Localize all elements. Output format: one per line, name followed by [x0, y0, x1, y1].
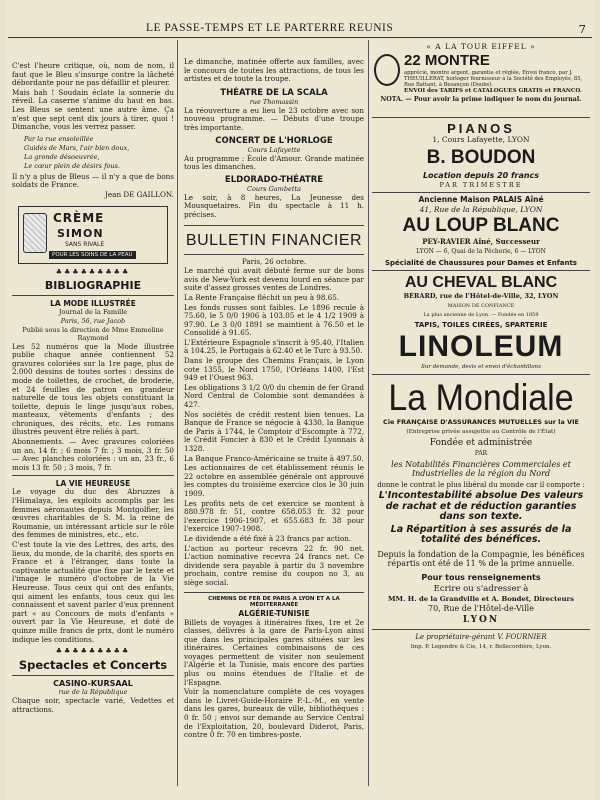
watch-icon: [374, 54, 400, 86]
ad-text: La plus ancienne de Lyon. — Fondée en 1859: [423, 312, 539, 319]
divider: [184, 254, 364, 255]
ad-text: PAR: [474, 450, 488, 458]
divider: [12, 295, 174, 296]
newspaper-page: [6, 0, 594, 800]
ad-text: 41, Rue de la République, LYON: [419, 204, 543, 214]
ad-text: Depuis la fondation de la Compagnie, les bénéfices répartis ont été de 11 % de la prime annuelle.: [377, 549, 585, 569]
subsection-heading: LA MODE ILLUSTRÉE: [50, 298, 136, 308]
article-paragraph: Au programme : École d'Amour. Grande matinée tous les dimanches.: [184, 153, 364, 172]
page-header: [6, 22, 594, 36]
article-paragraph: La Banque Franco-Américaine se traite à 497.50.: [184, 453, 364, 463]
page-number: 7: [578, 22, 586, 36]
ad-text: POUR LES SOINS DE LA PEAU: [49, 251, 136, 259]
signature: Jean DE GAILLON.: [105, 189, 174, 199]
divider: [372, 192, 590, 193]
article-paragraph: Les fonds russes sont faibles. Le 1896 recule à 75.60, le 5 0/0 1906 à 103.05 et le 4 1/2 1909 à 97.90. Le 3 0/0 1891 se maintient à 76.50 et le Consolidé à 91.65.: [184, 302, 364, 338]
article-paragraph: C'est toute la vie des Lettres, des arts, des lieux, du monde, de la charité, des sports en France et à l'étranger, dans toute la captivante actualité que fixe par le texte et l'image le numéro d'octobre de la Vie Heureuse. Tous ceux qui ont des enfants, qui aiment les enfants, tous ceux qui les connaissent et savent parler d'eux prennent part « au Concours de mots d'enfants » ouvert par la Vie Heureuse, et doté de quinze mille francs de prix, dont le numéro indique les conditions.: [12, 540, 174, 644]
ad-headline: CRÈME: [53, 210, 105, 225]
article-paragraph: Billets de voyages à itinéraires fixes, 1re et 2e classes, délivrés à la gare de Paris-Lyon ainsi que dans les principales gares situées sur les itinéraires. Certaines combinaisons de ces voyages permettent de visiter non seulement l'Algérie et la Tunisie, mais encore des parties plus ou moins étendues de l'Italie et de l'Espagne.: [184, 617, 364, 687]
article-paragraph: L'Extérieure Espagnole s'inscrit à 95.40, l'Italien à 104.25, le Portugais à 62.40 et le Turc à 93.50.: [184, 337, 364, 356]
article-paragraph: Dans le groupe des Chemins Français, le Lyon cote 1355, le Nord 1750, l'Orléans 1400, l'Est 949 et l'Ouest 963.: [184, 356, 364, 383]
column-divider-2: [368, 40, 369, 786]
ad-text: « A LA TOUR EIFFEL »: [426, 42, 536, 51]
verse-line: Guidés de Mars, l'air bien doux,: [24, 143, 130, 152]
article-paragraph: Les actionnaires de cet établissement réunis le 22 octobre en assemblée générale ont approuvé les comptes du troisième exercice clos le 30 juin 1909.: [184, 463, 364, 498]
ad-headline: AU CHEVAL BLANC: [404, 274, 558, 292]
subsection-heading: THÉATRE DE LA SCALA: [220, 87, 328, 98]
article-paragraph: Le marché qui avait débuté ferme sur de bons avis de New-York est devenu lourd en séance par suite d'assez grosses ventes de Londres.: [184, 266, 364, 293]
column-1: [12, 42, 174, 790]
ornament-divider: ♣♣♣♣♣♣♣♣♣: [55, 267, 131, 276]
article-paragraph: L'action au porteur recevra 22 fr. 90 net. L'action nominative recevra 24 francs net. Ce dividende sera payable à partir du 3 novembre prochain, contre remise du coupon no 3, au siège social.: [184, 543, 364, 587]
ad-text: PAR TRIMESTRE: [439, 180, 523, 189]
section-heading: BULLETIN FINANCIER: [185, 231, 363, 249]
article-paragraph: Les obligations 3 1/2 0/0 du chemin de fer Grand Nord Central de Colombie sont demandées à 427.: [184, 382, 364, 410]
article-paragraph: Le voyage du duc des Abruzzes à l'Himalaya, les exploits accomplis par les femmes aéronautes depuis Montgolfier, les œuvres charitables de S. M. la reine de Roumanie, un intéressant article sur le rôle des femmes de ministres, etc., etc.: [12, 487, 174, 540]
ad-headline: AU LOUP BLANC: [402, 215, 560, 237]
ad-text: TAPIS, TOILES CIRÉES, SPARTERIE: [414, 320, 548, 329]
ad-text: BÉRARD, rue de l'Hôtel-de-Ville, 32, LYON: [403, 292, 559, 301]
article-paragraph: La Rente Française fléchit un peu à 98.65.: [184, 292, 340, 302]
ad-headline: La Mondiale: [388, 377, 574, 420]
divider: [372, 629, 590, 630]
footer-text: Le propriétaire-gérant V. FOURNIER: [415, 632, 547, 641]
ad-text: PEY-RAVIER Aîné, Successeur: [422, 237, 540, 247]
divider: [12, 675, 174, 676]
ad-text: Ecrire ou s'adresser à: [433, 583, 529, 594]
divider: [372, 270, 590, 271]
page-title: LE PASSE-TEMPS ET LE PARTERRE REUNIS: [146, 22, 394, 34]
article-paragraph: La réouverture a eu lieu le 23 octobre avec son nouveau programme. — Débuts d'une troupe très importante.: [184, 105, 364, 132]
header-rule: [8, 37, 592, 38]
dateline: Paris, 26 octobre.: [241, 256, 307, 266]
ad-creme-simon: [18, 206, 168, 264]
ad-text: LYON: [462, 614, 500, 625]
column-divider-1: [177, 40, 178, 786]
subheading-text: rue de la République: [58, 688, 128, 697]
article-paragraph: Le dimanche, matinée offerte aux familles, avec le concours de toutes les attractions, de tous les artistes et de toute la troupe.: [184, 57, 364, 84]
ad-text: Ancienne Maison PALAIS Aîné: [418, 195, 544, 205]
subsection-heading: CHEMINS DE FER DE PARIS A LYON ET A LA MÉDITERRANÉE: [208, 595, 340, 608]
article-paragraph: Le soir, à 8 heures, La Jeunesse des Mousquetaires. Fin du spectacle à 11 h. précises.: [184, 192, 364, 219]
article-paragraph: Le dividende a été fixé à 23 francs par action.: [184, 533, 352, 543]
ad-text: Location depuis 20 francs: [422, 170, 540, 180]
ad-text: MAISON DE CONFIANCE: [447, 302, 515, 309]
subheading-text: Cours Lafayette: [247, 145, 301, 154]
section-heading: BIBLIOGRAPHIE: [44, 278, 142, 292]
column-3: [372, 42, 590, 790]
ad-text: ENVOI des TARIFS et CATALOGUES GRATIS et FRANCO.: [404, 88, 582, 94]
subheading-text: Publié sous la direction de Mme Emmeline Raymond: [22, 325, 164, 342]
article-paragraph: Nos sociétés de crédit restent bien tenues. La Banque de France se négocie à 4330, la Banque de Paris à 1744, le Comptoir d'Escompte à 772, le Crédit Foncier à 830 et le Crédit Lyonnais à 1328.: [184, 409, 364, 453]
ad-text: La Répartition à ses assurés de la totalité des bénéfices.: [390, 523, 572, 546]
ad-headline: PIANOS: [447, 121, 515, 136]
divider: [184, 225, 364, 226]
divider: [372, 374, 590, 375]
ad-text: L'Incontestabilité absolue Des valeurs de rachat et de réduction garanties dans son texte.: [378, 490, 584, 523]
subsection-heading: ALGÉRIE-TUNISIE: [238, 608, 310, 618]
ad-text: (Entreprise privée assujettie au Contrôle de l'État): [406, 428, 556, 435]
article-paragraph: Les profits nets de cet exercice se montent à 880.978 fr. 51, contre 658.053 fr. 32 pour l'exercice 1906-1907, et 655.683 fr. 38 pour l'exercice 1907-1908.: [184, 498, 364, 534]
divider: [372, 117, 590, 118]
subsection-heading: ELDORADO-THÉATRE: [224, 174, 324, 185]
ad-text: 70, Rue de l'Hôtel-de-Ville: [428, 604, 534, 614]
ad-text: Pour tous renseignements: [421, 572, 541, 582]
ad-text: les Notabilités Financières Commerciales et Industrielles de la région du Nord: [391, 459, 571, 479]
verse-block: [24, 135, 174, 170]
ad-headline: LINOLEUM: [398, 329, 564, 363]
subsection-heading: CASINO-KURSAAL: [53, 679, 133, 689]
article-paragraph: C'est l'heure critique, où, nom de nom, il faut que le Bleu s'insurge contre la lâcheté débordante pour ne pas défaillir et pleurer.: [12, 61, 174, 88]
subsection-heading: LA VIE HEUREUSE: [55, 479, 131, 489]
subsection-heading: CONCERT DE L'HORLOGE: [215, 135, 333, 146]
article-paragraph: Abonnements. — Avec gravures coloriées un an, 14 fr. ; 6 mois 7 fr. ; 3 mois, 3 fr. 50 — Avec planches coloriées : un an, 23 fr., 6 mois 13 fr. 50 ; 3 mois, 7 fr.: [12, 437, 174, 472]
ad-headline: 22 MONTRE: [404, 52, 490, 69]
ad-text: 1, Cours Lafayette, LYON: [432, 135, 530, 144]
section-heading: Spectacles et Concerts: [18, 658, 168, 673]
article-paragraph: Voir la nomenclature complète de ces voyages dans le Livret-Guide-Horaire P.-L.-M., en vente dans les gares, bureaux de ville, bibliothèques : 0 fr. 50 ; envoi sur demande au Service Central de l'Exploitation, 20, boulevard Diderot, Paris, contre 0 fr. 70 en timbres-poste.: [184, 687, 364, 740]
subheading-text: Paris, 56, rue Jacob: [60, 316, 126, 325]
article-paragraph: Chaque soir, spectacle varié, Vedettes et attractions.: [12, 696, 174, 714]
ad-headline: SIMON: [57, 226, 104, 240]
article-paragraph: Il n'y a plus de Bleus — il n'y a que de bons soldats de France.: [12, 171, 174, 190]
ad-text: MM. H. de la Grandville et A. Bondet, Directeurs: [388, 594, 574, 603]
ad-headline: B. BOUDON: [426, 146, 536, 168]
article-paragraph: Les 52 numéros que la Mode illustrée publie chaque année contiennent 52 gravures coloriées sur la 1re page, plus de 2.000 dessins de toutes sortes : dessins de mode de toilettes, de crochet, de broderie, et 24 feuilles de patron en grandeur naturelle de tous les objets constituant la toilette, depuis le linge jusqu'aux robes, manteaux, vêtements d'enfants ; des chroniques, des récits, etc. Les romans illustrés peuvent être reliés à part.: [12, 341, 174, 437]
ad-text: Sur demande, devis et envoi d'échantillons: [421, 363, 541, 370]
ad-text: NOTA. — Pour avoir la prime indiquer le nom du journal.: [380, 96, 582, 103]
ad-tour-eiffel: [372, 42, 590, 114]
subheading-text: rue Thomassin: [249, 97, 299, 106]
ad-text: Spécialité de Chaussures pour Dames et Enfants: [385, 258, 577, 267]
subheading-text: Journal de la Famille: [58, 307, 128, 316]
column-2: [184, 42, 364, 790]
ad-text: donne le contrat le plus libéral du monde car il comporte :: [377, 480, 585, 489]
ad-text: SANS RIVALE: [65, 240, 105, 248]
divider: [12, 475, 174, 476]
divider: [184, 592, 364, 593]
verse-line: La gronde désoeuvrée,: [24, 152, 100, 161]
ad-text: Fondée et administrée: [429, 438, 533, 449]
jar-icon: [23, 213, 47, 253]
ornament-divider: ♣♣♣♣♣♣♣♣♣: [55, 647, 131, 656]
ad-text: Cie FRANÇAISE D'ASSURANCES MUTUELLES sur la VIE: [383, 418, 579, 427]
ad-text: apprécié, montre argent, garantie et réglée, Envoi franco, par J. THEUILLERAT, horloger fournisseur à la Société des Employés, 85, Rue Battant, à Besançon (Doubs).: [404, 70, 583, 88]
verse-line: Le cœur plein de désirs fous.: [24, 161, 120, 170]
subheading-text: Cours Gambetta: [247, 184, 301, 193]
verse-line: Par la rue ensoleillée: [24, 134, 94, 143]
footer-text: Imp. P. Legendre & Cie, 14, r. Bellecordière, Lyon.: [410, 643, 552, 650]
article-paragraph: Mais bah ! Soudain éclate la sonnerie du réveil. La caserne s'anime du haut en bas. Les Bleus se sentent une autre âme. Ça n'est que sept cent dix jours à tirer, quoi ! Dimanche, vous les verrez passer.: [12, 87, 174, 132]
ad-text: LYON — 6, Quai de la Pêcherie, 6 — LYON: [416, 247, 546, 255]
